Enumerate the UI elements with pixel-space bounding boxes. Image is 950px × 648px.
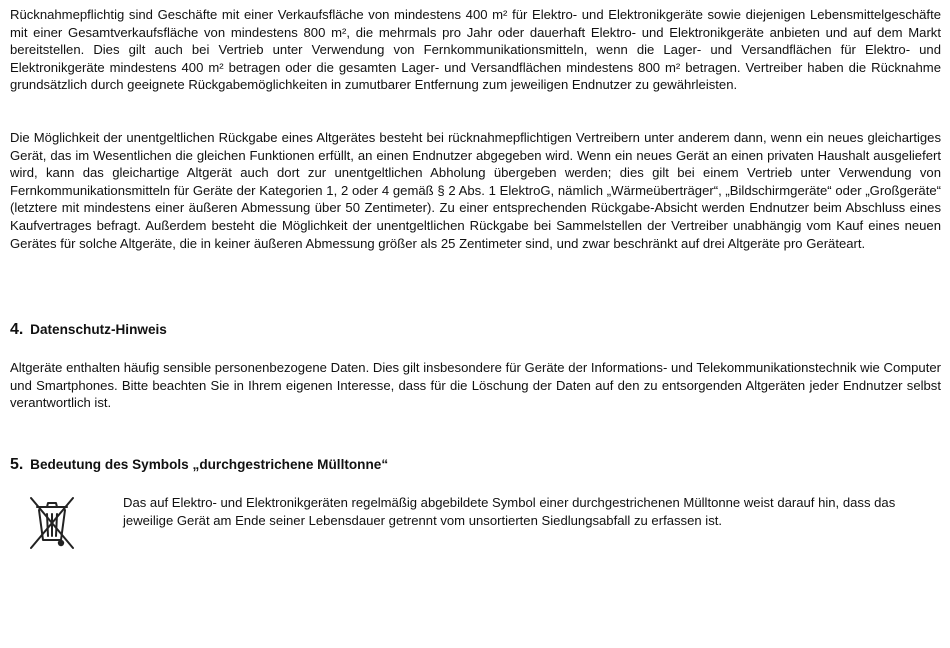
section-5-title: Bedeutung des Symbols „durchgestrichene Mülltonne“ bbox=[30, 457, 389, 472]
section-4-body: Altgeräte enthalten häufig sensible personenbezogene Daten. Dies gilt insbesondere für Geräte der Informations- und Telekommunikationstechnik wie Computer und Smartphones. Bitte beachten Sie in Ihrem eigenen Interesse, dass für die Löschung der Daten auf den zu entsorgenden Altgeräten jeder Endnutzer selbst verantwortlich ist. bbox=[10, 360, 941, 411]
section-4-title: Datenschutz-Hinweis bbox=[30, 322, 167, 337]
paragraph-free-return: Die Möglichkeit der unentgeltlichen Rückgabe eines Altgerätes besteht bei rücknahmepflichtigen Vertreibern unter anderem dann, wenn ein neues gleichartiges Gerät, das im Wesentlichen die gleichen Funktionen erfüllt, an einen Endnutzer abgegeben wird. Wenn ein neues Gerät an einen privaten Haushalt ausgeliefert wird, kann das gleichartige Altgerät auch dort zur unentgeltlichen Abholung übergeben werden; dies gilt bei einem Vertrieb unter Verwendung von Fernkommunikationsmitteln für Geräte der Kategorien 1, 2 oder 4 gemäß § 2 Abs. 1 ElektroG, nämlich „Wärmeüberträger“, „Bildschirmgeräte“ oder „Großgeräte“ (letztere mit mindestens einer äußeren Abmessung über 50 Zentimeter). Zu einer entsprechenden Rückgabe-Absicht werden Endnutzer beim Abschluss eines Kaufvertrages befragt. Außerdem besteht die Möglichkeit der unentgeltlichen Rückgabe bei Sammelstellen der Vertreiber unabhängig vom Kauf eines neuen Gerätes für solche Altgeräte, die in keiner äußeren Abmessung größer als 25 Zentimeter sind, und zwar beschränkt auf drei Altgeräte pro Geräteart. bbox=[10, 130, 941, 251]
section-5-body: Das auf Elektro- und Elektronikgeräten regelmäßig abgebildete Symbol einer durchgestrichenen Mülltonne weist darauf hin, dass das jeweilige Gerät am Ende seiner Lebensdauer getrennt vom unsortierten Siedlungsabfall zu erfassen ist. bbox=[123, 495, 896, 528]
section-4-number: 4. bbox=[10, 321, 24, 338]
section-5-number: 5. bbox=[10, 456, 24, 473]
section-5-heading bbox=[10, 456, 388, 474]
crossed-out-wheelie-bin-icon bbox=[28, 494, 76, 552]
paragraph-take-back-obligation: Rücknahmepflichtig sind Geschäfte mit einer Verkaufsfläche von mindestens 400 m² für Elektro- und Elektronikgeräte sowie diejenigen Lebensmittelgeschäfte mit einer Gesamtverkaufsfläche von mindestens 800 m², die mehrmals pro Jahr oder dauerhaft Elektro- und Elektronikgeräte anbieten und auf dem Markt bereitstellen. Dies gilt auch bei Vertrieb unter Verwendung von Fernkommunikationsmitteln, wenn die Lager- und Versandflächen für Elektro- und Elektronikgeräte mindestens 400 m² betragen oder die gesamten Lager- und Versandflächen mindestens 800 m² betragen. Vertreiber haben die Rücknahme grundsätzlich durch geeignete Rückgabemöglichkeiten in zumutbarer Entfernung zum jeweiligen Endnutzer zu gewährleisten. bbox=[10, 7, 941, 93]
symbol-explanation bbox=[10, 494, 941, 554]
section-4-heading bbox=[10, 321, 167, 339]
